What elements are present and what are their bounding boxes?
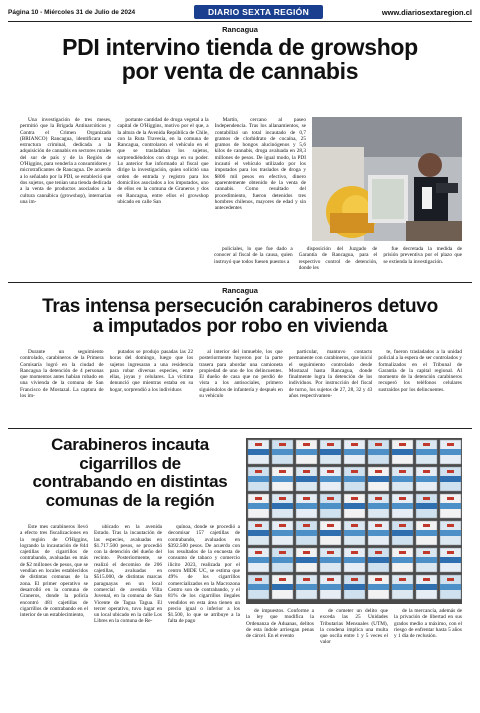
cigarette-pack: [344, 494, 365, 518]
cigarette-pack: [344, 467, 365, 491]
cigarette-pack: [392, 440, 413, 464]
cigarette-pack: [368, 494, 389, 518]
article3-col5: de cometer un delito que exceda las 25 Unidades Tributarias Mensuales (UTM), la condena implica una multa que oscila entre 1 y 5 veces el valor: [320, 608, 388, 646]
cigarette-pack: [440, 494, 461, 518]
cigarette-pack: [392, 494, 413, 518]
article2-columns: [20, 349, 462, 425]
cigarette-pack: [440, 440, 461, 464]
cigarette-pack: [440, 548, 461, 572]
cigarette-pack: [416, 494, 437, 518]
cigarette-pack: [248, 467, 269, 491]
cigarette-pack: [368, 575, 389, 599]
cigarette-pack: [440, 575, 461, 599]
page-number-date: Página 10 - Miércoles 31 de Julio de 2024: [8, 8, 136, 16]
article2-headline-line1: Tras intensa persecución carabineros detuvo: [42, 296, 438, 317]
cigarette-pack: [392, 521, 413, 545]
section-tag-rancagua-1: Rancagua: [222, 25, 258, 34]
cigarette-pack: [440, 467, 461, 491]
article3-columns-bottom: [246, 608, 462, 700]
cigarette-pack: [416, 440, 437, 464]
cigarette-pack: [248, 440, 269, 464]
cigarette-pack: [344, 440, 365, 464]
article3-col4: de impuestos. Conforme a la ley que modifica la Ordenanza de Aduanas, delitos de esta índole arriesgan penas de cárcel. En el evento: [246, 608, 314, 640]
cigarette-pack: [296, 521, 317, 545]
cigarette-pack: [368, 467, 389, 491]
article3-headline-line1: Carabineros incauta: [51, 435, 209, 454]
newspaper-name: DIARIO SEXTA REGIÓN: [194, 5, 323, 19]
article1-col4: policiales, lo que fue dado a conocer al fiscal de la causa, quien instruyó que todos fuesen puestos a: [214, 246, 293, 265]
cigarette-pack: [248, 575, 269, 599]
article3-col3: quínoa, donde se procedió a decomisar 157 cajetillas de contrabando, avaluados en $392.500 pesos. De acuerdo con los resultados de la encuesta de consumo de tabaco y comercio ilícito 2023, realizada por el centro MIDE UC, se estima que 49% de los cigarrillos comercializados en la Macrozona Centro son de contrabando, y el 81% de los cigarrillos ilegales vendidos en esta área tienen un precio igual o inferior a los $1.500, lo que se atribuye a la falta de pago: [168, 524, 240, 625]
website-url: www.diariosextaregion.cl: [381, 7, 472, 17]
article2-col2: putados se produjo pasadas las 22 horas del domingo, luego que los sujetos ingresaran a una residencia para robar diversas especies, entre ellas, joyas y celulares. La víctima denunció que mientras estaba en su hogar, sorprendió a los individuos: [109, 349, 194, 393]
cigarette-packs-illustration: [246, 438, 462, 604]
article1-photo-police-seizure: [312, 117, 462, 241]
article1-headline-line1: PDI intervino tienda de growshop: [62, 34, 418, 60]
cigarette-pack: [248, 548, 269, 572]
article2-col4: particular, mantuvo contacto permanente con carabineros, que inició el seguimiento controlado desde Mostazal hasta Rancagua, donde finalmente logra la detención de los individuos. Por instrucción del fiscal de turno, los sujetos de 27, 28, 32 y 43 años respectivamen-: [288, 349, 373, 400]
cigarette-pack: [296, 575, 317, 599]
cigarette-pack: [320, 548, 341, 572]
cigarette-pack: [272, 440, 293, 464]
article3-photo-cigarette-packs: [246, 438, 462, 604]
article2-headline: [10, 297, 470, 337]
article1-col2: portante cantidad de droga vegetal a la capital de O'Higgins, motivo por el que, a la altura de la Avenida República de Chile, con la Ruta Travesía, en la comuna de Rancagua, controlaron el vehículo en el que se trasladaban los sujetos, sorprendiéndolos con droga en su poder. Lo anterior fue informado al fiscal que dirige la investigación, quien solicitó una orden de entrada y registro para los domicilios asociados a los imputados, uno de ellos en la comuna de Graneros y dos en Rancagua, entre ellos el growshop ubicado en calle San: [117, 117, 209, 205]
cigarette-pack: [320, 440, 341, 464]
article3-headline-line4: comunas de la región: [45, 491, 215, 511]
article3-headline: [18, 436, 242, 511]
cigarette-pack: [320, 467, 341, 491]
cigarette-pack: [416, 521, 437, 545]
cigarette-pack: [368, 521, 389, 545]
article1-headline-line2: por venta de cannabis: [121, 58, 359, 85]
cigarette-pack: [392, 548, 413, 572]
article3-column-3: [168, 524, 240, 700]
header-rule: [8, 21, 472, 22]
article2-col5: te, fueron trasladados a la unidad policial a la espera de ser controlados y formalizados en el Tribunal de Garantía de la capital regional. Al momento de la detención carabineros recuperó los teléfonos celulares sustraídos por los delincuentes.: [378, 349, 462, 393]
article1-col3: Martín, cercano al paseo Independencia. Tras los allanamientos, se contabilizó un total incautado de 0,7 gramos de clorhidrato de cocaína, 25 gramos de hongos alucinógenos y 5,6 kilos de cannabis, droga avaluada en 28,3 millones de pesos. De igual modo, la PDI incautó el vehículo utilizado por los imputados para los traslados de droga y $806 mil pesos en efectivo, dinero aparentemente obtenido de la venta de cannabis. Como resultado del procedimiento, fueron detenidos tres hombres chilenos, mayores de edad y sin antecedentes: [214, 117, 306, 212]
cigarette-pack: [272, 521, 293, 545]
cigarette-pack: [272, 494, 293, 518]
article1-col1: Una investigación de tres meses, permitió que la Brigada Antinarcóticos y Contra el Crimen Organizado (BRIANCO) Rancagua, identificara una estructura criminal, dedicada a la adquisición de cannabis en sectores rurales del sur de país y de la Región de O'Higgins, para venderla a consumidores y microtraficantes de Rancagua. De acuerdo a lo señalado por la PDI, se estableció que dos sujetos, que tenían una tienda dedicada a la venta de productos asociados a la cultura cannábica (growshop), internarían una im-: [20, 117, 112, 205]
article3-col2: ubicado en la avenida Estado. Tras la incautación de las especies, avaluadas en $1.717.500 pesos, se procedió con la detención del dueño del recinto. Posteriormente, se realizó el decomiso de 206 cajetillas, avaluadas en $515.000, de distintas marcas paraguayas en un local comercial de avenida Villa Juvenal, en la comuna de San Vicente de Tagua Tagua. El tercer operativo, tuvo lugar en un local ubicado en la calle Los Libres en la comuna de Re-: [94, 524, 162, 625]
page-header: [8, 4, 472, 20]
cigarette-pack: [272, 575, 293, 599]
cigarette-pack: [392, 575, 413, 599]
cigarette-pack: [320, 575, 341, 599]
article3-headline-line2: cigarrillos de: [79, 453, 181, 473]
cigarette-pack: [344, 521, 365, 545]
cigarette-pack: [368, 440, 389, 464]
cigarette-pack: [320, 521, 341, 545]
section-divider-2: [8, 428, 472, 429]
cigarette-pack: [416, 575, 437, 599]
article1-columns-bottom: [214, 246, 462, 278]
section-divider-1: [8, 282, 472, 283]
article3-col1: Este mes carabineros llevó a efecto tres fiscalizaciones en la región de O'Higgins, logrando la incautación de 844 cajetillas de cigarrillos de contrabando, avaluadas en más de $2 millones de pesos, que se vendían en locales establecidos de distintas comunas de la zona. El primer operativo se desarrolló en la comuna de Graneros, donde la policía encontró 481 cajetillas de cigarrillos de contrabando en el interior de un establecimiento,: [20, 524, 88, 619]
cigarette-pack: [416, 467, 437, 491]
article2-col1: Durante un seguimiento controlado, carabineros de la Primera Comisaría logró en la ciudad de Rancagua la detención de 4 personas que momentos antes habían robado en una vivienda de la comuna de San Francisco de Mostazal. La captura de los im-: [20, 349, 104, 400]
article1-col6: fue decretada la medida de prisión preventiva por el plazo que se extienda la investigación.: [383, 246, 463, 265]
article2-col3: al interior del inmueble, los que posteriormente huyeron por la parte trasera para abordar una camioneta propiedad de uno de los delincuentes. El dueño de casa que no perdió de vista a los antisociales, primero siguiéndolos de infantería y después en su vehículo: [199, 349, 283, 400]
cigarette-pack: [368, 548, 389, 572]
article3-col6: de la mercancía, además de la privación de libertad en sus grados medio a máximo, con el riesgo de enfrentar hasta 5 años y 1 día de reclusión.: [394, 608, 462, 640]
cigarette-pack: [416, 548, 437, 572]
article3-columns-left: [20, 524, 162, 700]
cigarette-pack: [296, 440, 317, 464]
article2-headline-line2: a imputados por robo en vivienda: [92, 315, 388, 337]
cigarette-pack: [296, 548, 317, 572]
cigarette-pack: [248, 521, 269, 545]
section-tag-rancagua-2: Rancagua: [222, 286, 258, 295]
cigarette-pack: [296, 467, 317, 491]
article3-headline-line3: contrabando en distintas: [32, 472, 228, 492]
cigarette-pack: [392, 467, 413, 491]
cigarette-pack: [344, 575, 365, 599]
cigarette-pack: [320, 494, 341, 518]
cigarette-pack: [440, 521, 461, 545]
cigarette-pack: [344, 548, 365, 572]
cigarette-pack: [296, 494, 317, 518]
article1-headline: [10, 35, 470, 83]
cigarette-pack: [272, 548, 293, 572]
article1-columns-top: [20, 117, 306, 247]
cigarette-pack: [248, 494, 269, 518]
cigarette-pack: [272, 467, 293, 491]
police-seizure-illustration: [312, 117, 462, 241]
article1-col5: disposición del Juzgado de Garantía de Rancagua, para el respectivo control de detención, donde les: [298, 246, 378, 271]
